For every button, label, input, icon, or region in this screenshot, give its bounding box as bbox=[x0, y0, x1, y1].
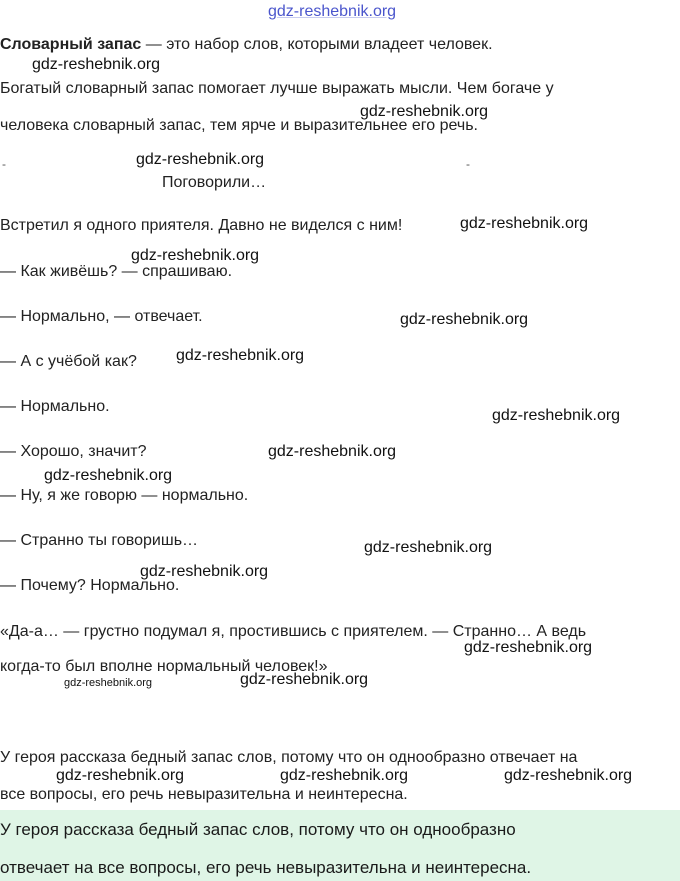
watermark: gdz-reshebnik.org bbox=[44, 467, 173, 484]
watermark: gdz-reshebnik.org bbox=[56, 767, 185, 784]
watermark: gdz-reshebnik.org bbox=[240, 671, 369, 688]
story-line: — А с учёбой как? bbox=[0, 353, 137, 370]
intro-term: Словарный запас bbox=[0, 36, 142, 53]
story-line: — Как живёшь? — спрашиваю. bbox=[0, 263, 233, 280]
story-ending-line-2: когда-то был вполне нормальный человек!» bbox=[0, 658, 328, 675]
story-line: — Почему? Нормально. bbox=[0, 577, 180, 594]
intro-definition-text: — это набор слов, которыми владеет человек. bbox=[141, 36, 493, 53]
top-watermark-link[interactable]: gdz-reshebnik.org bbox=[268, 3, 397, 20]
story-line: — Нормально, — отвечает. bbox=[0, 308, 203, 325]
story-title: Поговорили… bbox=[162, 174, 267, 191]
story-line: — Странно ты говоришь… bbox=[0, 532, 199, 549]
watermark: gdz-reshebnik.org bbox=[460, 215, 589, 232]
story-line: — Ну, я же говорю — нормально. bbox=[0, 487, 249, 504]
intro-line-3: человека словарный запас, тем ярче и выразительнее его речь. bbox=[0, 117, 478, 134]
answer-line-2: все вопросы, его речь невыразительна и неинтересна. bbox=[0, 786, 408, 803]
answer-highlight-box bbox=[0, 810, 680, 881]
story-line: — Нормально. bbox=[0, 398, 110, 415]
watermark-small: gdz-reshebnik.org bbox=[64, 677, 153, 689]
watermark: gdz-reshebnik.org bbox=[400, 311, 529, 328]
watermark: gdz-reshebnik.org bbox=[136, 151, 265, 168]
watermark: gdz-reshebnik.org bbox=[360, 103, 489, 120]
watermark: gdz-reshebnik.org bbox=[131, 247, 260, 264]
answer-highlight-line-2: отвечает на все вопросы, его речь невыразительна и неинтересна. bbox=[0, 858, 532, 877]
watermark: gdz-reshebnik.org bbox=[492, 407, 621, 424]
story-line: — Хорошо, значит? bbox=[0, 443, 147, 460]
watermark: gdz-reshebnik.org bbox=[504, 767, 633, 784]
story-line: Встретил я одного приятеля. Давно не виделся с ним! bbox=[0, 217, 403, 234]
watermark: gdz-reshebnik.org bbox=[464, 639, 593, 656]
watermark: gdz-reshebnik.org bbox=[176, 347, 305, 364]
intro-line-2: Богатый словарный запас помогает лучше выражать мысли. Чем богаче у bbox=[0, 80, 554, 97]
watermark: gdz-reshebnik.org bbox=[364, 539, 493, 556]
watermark: gdz-reshebnik.org bbox=[32, 56, 161, 73]
marker-right: - bbox=[466, 157, 470, 171]
watermark: gdz-reshebnik.org bbox=[140, 563, 269, 580]
answer-line-1: У героя рассказа бедный запас слов, потому что он однообразно отвечает на bbox=[0, 749, 578, 766]
watermark: gdz-reshebnik.org bbox=[280, 767, 409, 784]
story-ending-line-1: «Да-а… — грустно подумал я, простившись с приятелем. — Странно… А ведь bbox=[0, 623, 587, 640]
marker-left: - bbox=[2, 157, 6, 171]
watermark: gdz-reshebnik.org bbox=[268, 443, 397, 460]
answer-highlight-line-1: У героя рассказа бедный запас слов, потому что он однообразно bbox=[0, 820, 516, 839]
intro-definition bbox=[0, 35, 493, 55]
